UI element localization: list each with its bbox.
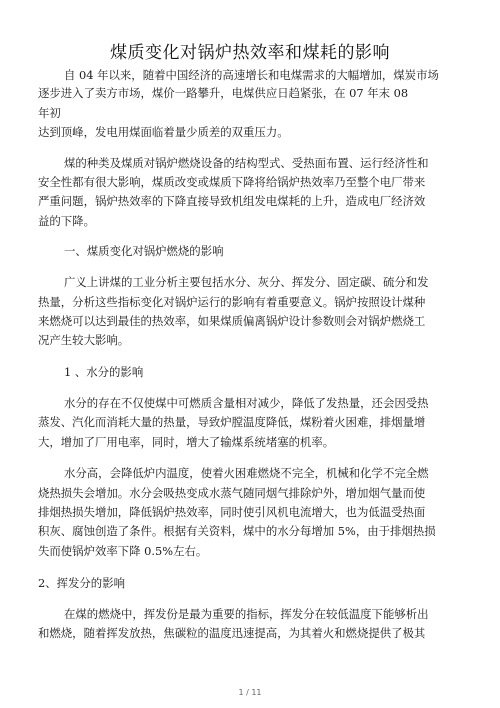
text-line: 达到顶峰，发电用煤面临着量少质差的双重压力。 (38, 125, 289, 139)
text-line: 年初 (38, 106, 61, 120)
section-heading: 2、挥发分的影响 (38, 576, 125, 590)
page-number: 1 / 11 (238, 688, 262, 697)
section-heading: 1 、水分的影响 (64, 365, 144, 379)
text-line: 严重问题，锅炉热效率的下降直接导致机组发电煤耗的上升，造成电厂经济效 (38, 194, 426, 208)
text-line: 安全性都有很大影响，煤质改变或煤质下降将给锅炉热效率乃至整个电厂带来 (38, 175, 426, 189)
text-line: 逐步进入了卖方市场，煤价一路攀升，电煤供应日趋紧张，在 07 年末 08 (38, 86, 409, 100)
text-line: 积灰、腐蚀创造了条件。根据有关资料，煤中的水分每增加 5%，由于排烟热损 (38, 524, 436, 538)
text-line: 大，增加了厂用电率，同时，增大了输煤系统堵塞的机率。 (38, 435, 335, 449)
text-line: 益的下降。 (38, 214, 95, 228)
text-line: 蒸发、汽化而消耗大量的热量，导致炉膛温度降低，煤粉着火困难，排烟量增 (38, 415, 426, 429)
text-line: 烧热损失会增加。水分会吸热变成水蒸气随同烟气排除炉外，增加烟气量而使 (38, 486, 426, 500)
text-line: 热量，分析这些指标变化对锅炉运行的影响有着重要意义。锅炉按照设计煤种 (38, 295, 426, 309)
section-heading: 一、煤质变化对锅炉燃烧的影响 (64, 244, 224, 258)
text-line: 广义上讲煤的工业分析主要包括水分、灰分、挥发分、固定碳、硫分和发 (64, 275, 429, 289)
text-line: 水分的存在不仅使煤中可燃质含量相对减少，降低了发热量，还会因受热 (64, 396, 429, 410)
text-line: 况产生较大影响。 (38, 333, 130, 347)
text-line: 水分高，会降低炉内温度，使着火困难燃烧不完全，机械和化学不完全燃 (64, 466, 429, 480)
text-line: 自 04 年以来，随着中国经济的高速增长和电煤需求的大幅增加，煤炭市场 (64, 68, 439, 82)
text-line: 失而使锅炉效率下降 0.5%左右。 (38, 544, 208, 558)
page-title: 煤质变化对锅炉热效率和煤耗的影响 (110, 43, 390, 63)
text-line: 排烟热损失增加，降低锅炉热效率，同时使引风机电流增大，也为低温受热面 (38, 505, 426, 519)
text-line: 和燃烧，随着挥发放热，焦碳粒的温度迅速提高，为其着火和燃烧提供了极其 (38, 626, 426, 640)
text-line: 在煤的燃烧中，挥发份是最为重要的指标，挥发分在较低温度下能够析出 (64, 607, 429, 621)
text-line: 来燃烧可以达到最佳的热效率，如果煤质偏离锅炉设计参数则会对锅炉燃烧工 (38, 314, 426, 328)
text-line: 煤的种类及煤质对锅炉燃烧设备的结构型式、受热面布置、运行经济性和 (64, 156, 429, 170)
